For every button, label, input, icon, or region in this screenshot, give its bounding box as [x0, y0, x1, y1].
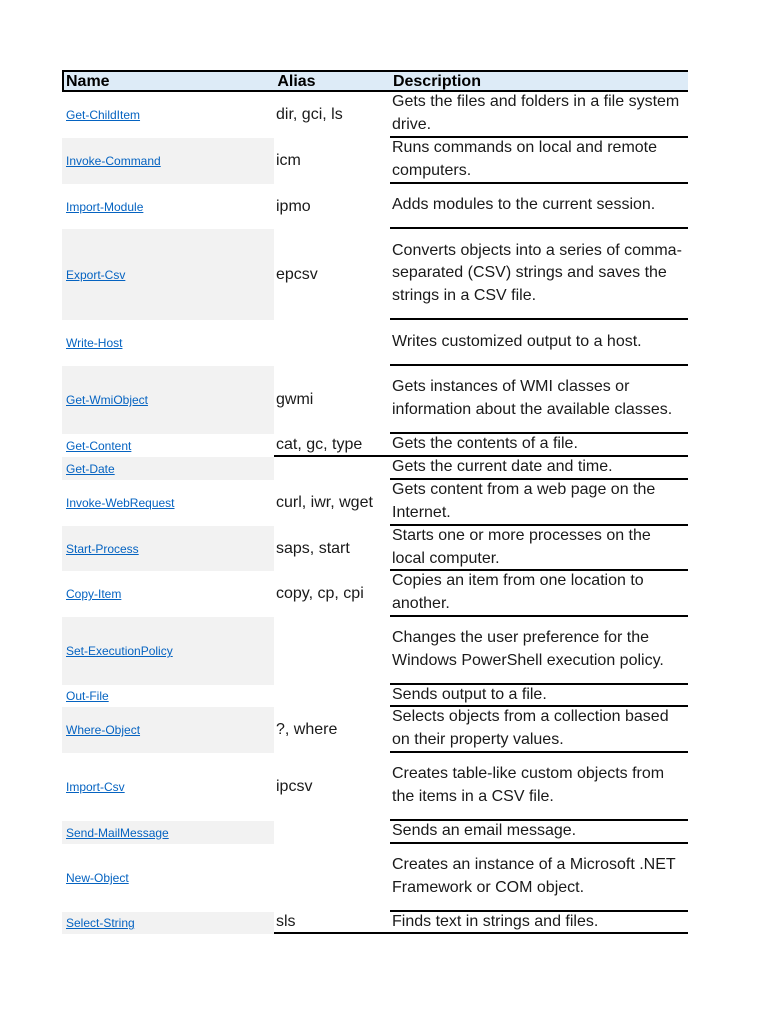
cmdlet-link[interactable]: Invoke-Command	[66, 154, 161, 168]
table-row	[62, 753, 688, 821]
cmdlet-link[interactable]: Get-Content	[66, 438, 132, 453]
description-cell: Selects objects from a collection based on their property values.	[390, 707, 688, 753]
table-row	[62, 320, 688, 366]
description-cell: Gets the contents of a file.	[390, 434, 688, 457]
alias-cell: curl, iwr, wget	[274, 480, 390, 526]
cmdlet-table	[62, 70, 688, 934]
table-body	[62, 92, 688, 934]
cmdlet-link[interactable]: Copy-Item	[66, 587, 122, 601]
description-cell: Runs commands on local and remote computers.	[390, 138, 688, 184]
description-cell: Gets instances of WMI classes or information about the available classes.	[390, 366, 688, 434]
table-row	[62, 617, 688, 685]
cmdlet-link[interactable]: Get-ChildItem	[66, 108, 141, 122]
alias-cell: dir, gci, ls	[274, 92, 390, 138]
table-row	[62, 434, 688, 457]
alias-cell: ipmo	[274, 184, 390, 229]
table-row	[62, 821, 688, 844]
header-name: Name	[66, 73, 110, 90]
alias-cell: epcsv	[274, 229, 390, 320]
cmdlet-link[interactable]: Export-Csv	[66, 267, 126, 282]
alias-cell: copy, cp, cpi	[274, 571, 390, 617]
description-cell: Adds modules to the current session.	[390, 184, 688, 229]
alias-cell: icm	[274, 138, 390, 184]
table-row	[62, 912, 688, 934]
table-row	[62, 844, 688, 912]
cmdlet-link[interactable]: Get-WmiObject	[66, 393, 149, 407]
description-cell: Creates an instance of a Microsoft .NET Framework or COM object.	[390, 844, 688, 912]
cmdlet-link[interactable]: Invoke-WebRequest	[66, 496, 175, 510]
table-row	[62, 526, 688, 571]
table-row	[62, 184, 688, 229]
table-row	[62, 571, 688, 617]
cmdlet-link[interactable]: Get-Date	[66, 461, 115, 476]
header-alias: Alias	[277, 73, 316, 90]
description-cell: Starts one or more processes on the local computer.	[390, 526, 688, 571]
cmdlet-link[interactable]: Import-Module	[66, 199, 144, 214]
cmdlet-link[interactable]: Set-ExecutionPolicy	[66, 644, 173, 658]
alias-cell: sls	[274, 912, 390, 934]
description-cell: Copies an item from one location to another.	[390, 571, 688, 617]
description-cell: Creates table-like custom objects from the items in a CSV file.	[390, 753, 688, 821]
alias-cell: ?, where	[274, 707, 390, 753]
alias-cell	[274, 457, 390, 480]
description-cell: Sends an email message.	[390, 821, 688, 844]
alias-cell	[274, 821, 390, 844]
alias-cell	[274, 685, 390, 707]
table-row	[62, 685, 688, 707]
description-cell: Gets the current date and time.	[390, 457, 688, 480]
table-row	[62, 457, 688, 480]
alias-cell: saps, start	[274, 526, 390, 571]
cmdlet-link[interactable]: New-Object	[66, 871, 129, 885]
alias-cell: gwmi	[274, 366, 390, 434]
description-cell: Sends output to a file.	[390, 685, 688, 707]
table-header-row	[62, 70, 688, 92]
alias-cell	[274, 844, 390, 912]
header-description: Description	[392, 73, 481, 90]
description-cell: Writes customized output to a host.	[390, 320, 688, 366]
table-row	[62, 707, 688, 753]
description-cell: Finds text in strings and files.	[390, 912, 688, 934]
description-cell: Converts objects into a series of comma-separated (CSV) strings and saves the strings in a CSV file.	[390, 229, 688, 320]
cmdlet-link[interactable]: Select-String	[66, 916, 135, 930]
cmdlet-link[interactable]: Send-MailMessage	[66, 825, 169, 840]
alias-cell: ipcsv	[274, 753, 390, 821]
alias-cell: cat, gc, type	[274, 434, 390, 457]
table-row	[62, 480, 688, 526]
cmdlet-link[interactable]: Out-File	[66, 689, 109, 703]
description-cell: Gets the files and folders in a file system drive.	[390, 92, 688, 138]
table-row	[62, 366, 688, 434]
table-row	[62, 138, 688, 184]
description-cell: Changes the user preference for the Windows PowerShell execution policy.	[390, 617, 688, 685]
cmdlet-link[interactable]: Import-Csv	[66, 780, 125, 794]
cmdlet-link[interactable]: Write-Host	[66, 336, 123, 350]
alias-cell	[274, 320, 390, 366]
table-row	[62, 92, 688, 138]
alias-cell	[274, 617, 390, 685]
cmdlet-link[interactable]: Start-Process	[66, 541, 139, 556]
description-cell: Gets content from a web page on the Internet.	[390, 480, 688, 526]
table-row	[62, 229, 688, 320]
cmdlet-link[interactable]: Where-Object	[66, 723, 141, 737]
